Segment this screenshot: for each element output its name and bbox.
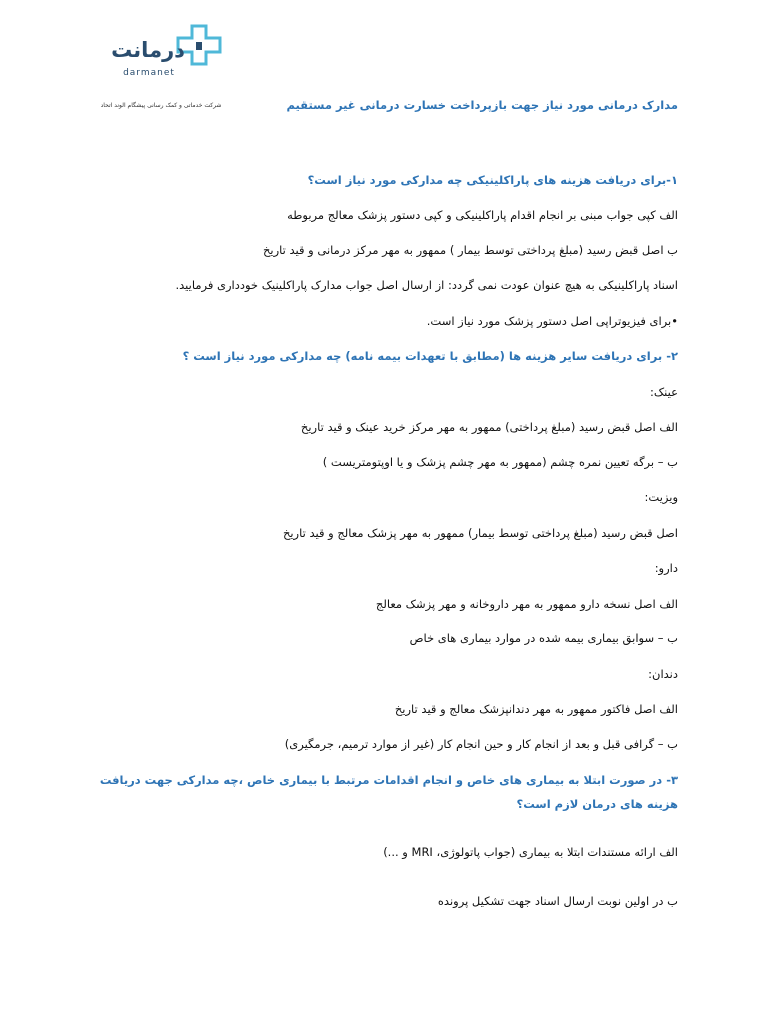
section-1-heading: ۱-برای دریافت هزینه های پاراکلینیکی چه مدارکی مورد نیاز است؟ bbox=[307, 173, 678, 187]
glasses-item-b: ب – برگه تعیین نمره چشم (ممهور به مهر چشم پزشک و یا اوپتومتریست ) bbox=[322, 455, 678, 469]
dental-item-a: الف اصل فاکتور ممهور به مهر دندانپزشک معالج و قید تاریخ bbox=[394, 702, 678, 716]
logo-tagline: شرکت خدماتی و کمک رسانی پیشگام الوند اتحاد bbox=[100, 102, 222, 109]
glasses-item-a: الف اصل قبض رسید (مبلغ پرداختی) ممهور به مهر مرکز خرید عینک و قید تاریخ bbox=[300, 420, 678, 434]
drug-item-a: الف اصل نسخه دارو ممهور به مهر داروخانه و مهر پزشک معالج bbox=[375, 597, 678, 611]
logo-brand-latin: darmanet bbox=[123, 68, 175, 78]
page-title: مدارک درمانی مورد نیاز جهت بازپرداخت خسارت درمانی غیر مستقیم bbox=[286, 98, 678, 112]
visit-label: ویزیت: bbox=[644, 490, 678, 504]
visit-text: اصل قبض رسید (مبلغ پرداختی توسط بیمار) ممهور به مهر پزشک معالج و قید تاریخ bbox=[282, 526, 678, 540]
section-2-heading: ۲- برای دریافت سایر هزینه ها (مطابق با تعهدات بیمه نامه) چه مدارکی مورد نیاز است ؟ bbox=[182, 349, 678, 363]
dental-item-b: ب – گرافی قبل و بعد از انجام کار و حین انجام کار (غیر از موارد ترمیم، جرمگیری) bbox=[284, 737, 678, 751]
company-logo bbox=[96, 24, 226, 109]
section-1-item-b: ب اصل قبض رسید (مبلغ پرداختی توسط بیمار ) ممهور به مهر مرکز درمانی و قید تاریخ bbox=[262, 243, 678, 257]
drug-item-b: ب – سوابق بیماری بیمه شده در موارد بیماری های خاص bbox=[409, 631, 678, 645]
section-1-physio-note: •برای فیزیوتراپی اصل دستور پزشک مورد نیاز است. bbox=[426, 314, 678, 328]
logo-brand-name: درمانت bbox=[111, 38, 185, 62]
glasses-label: عینک: bbox=[650, 385, 678, 399]
section-3-item-a: الف ارائه مستندات ابتلا به بیماری (جواب پاتولوژی، MRI و ...) bbox=[383, 845, 678, 859]
section-1-note: اسناد پاراکلینیکی به هیچ عنوان عودت نمی گردد: از ارسال اصل جواب مدارک پاراکلینیک خودداری فرمایید. bbox=[175, 278, 678, 292]
section-3-item-b: ب در اولین نوبت ارسال اسناد جهت تشکیل پرونده bbox=[437, 894, 678, 908]
dental-label: دندان: bbox=[648, 667, 678, 681]
drug-label: دارو: bbox=[654, 561, 678, 575]
section-1-item-a: الف کپی جواب مبنی بر انجام اقدام پاراکلینیکی و کپی دستور پزشک معالج مربوطه bbox=[287, 208, 678, 222]
section-3-heading: ۳- در صورت ابتلا به بیماری های خاص و انجام اقدامات مرتبط با بیماری خاص ،چه مدارکی جهت دریافت هزینه های درمان لازم است؟ bbox=[99, 773, 678, 811]
